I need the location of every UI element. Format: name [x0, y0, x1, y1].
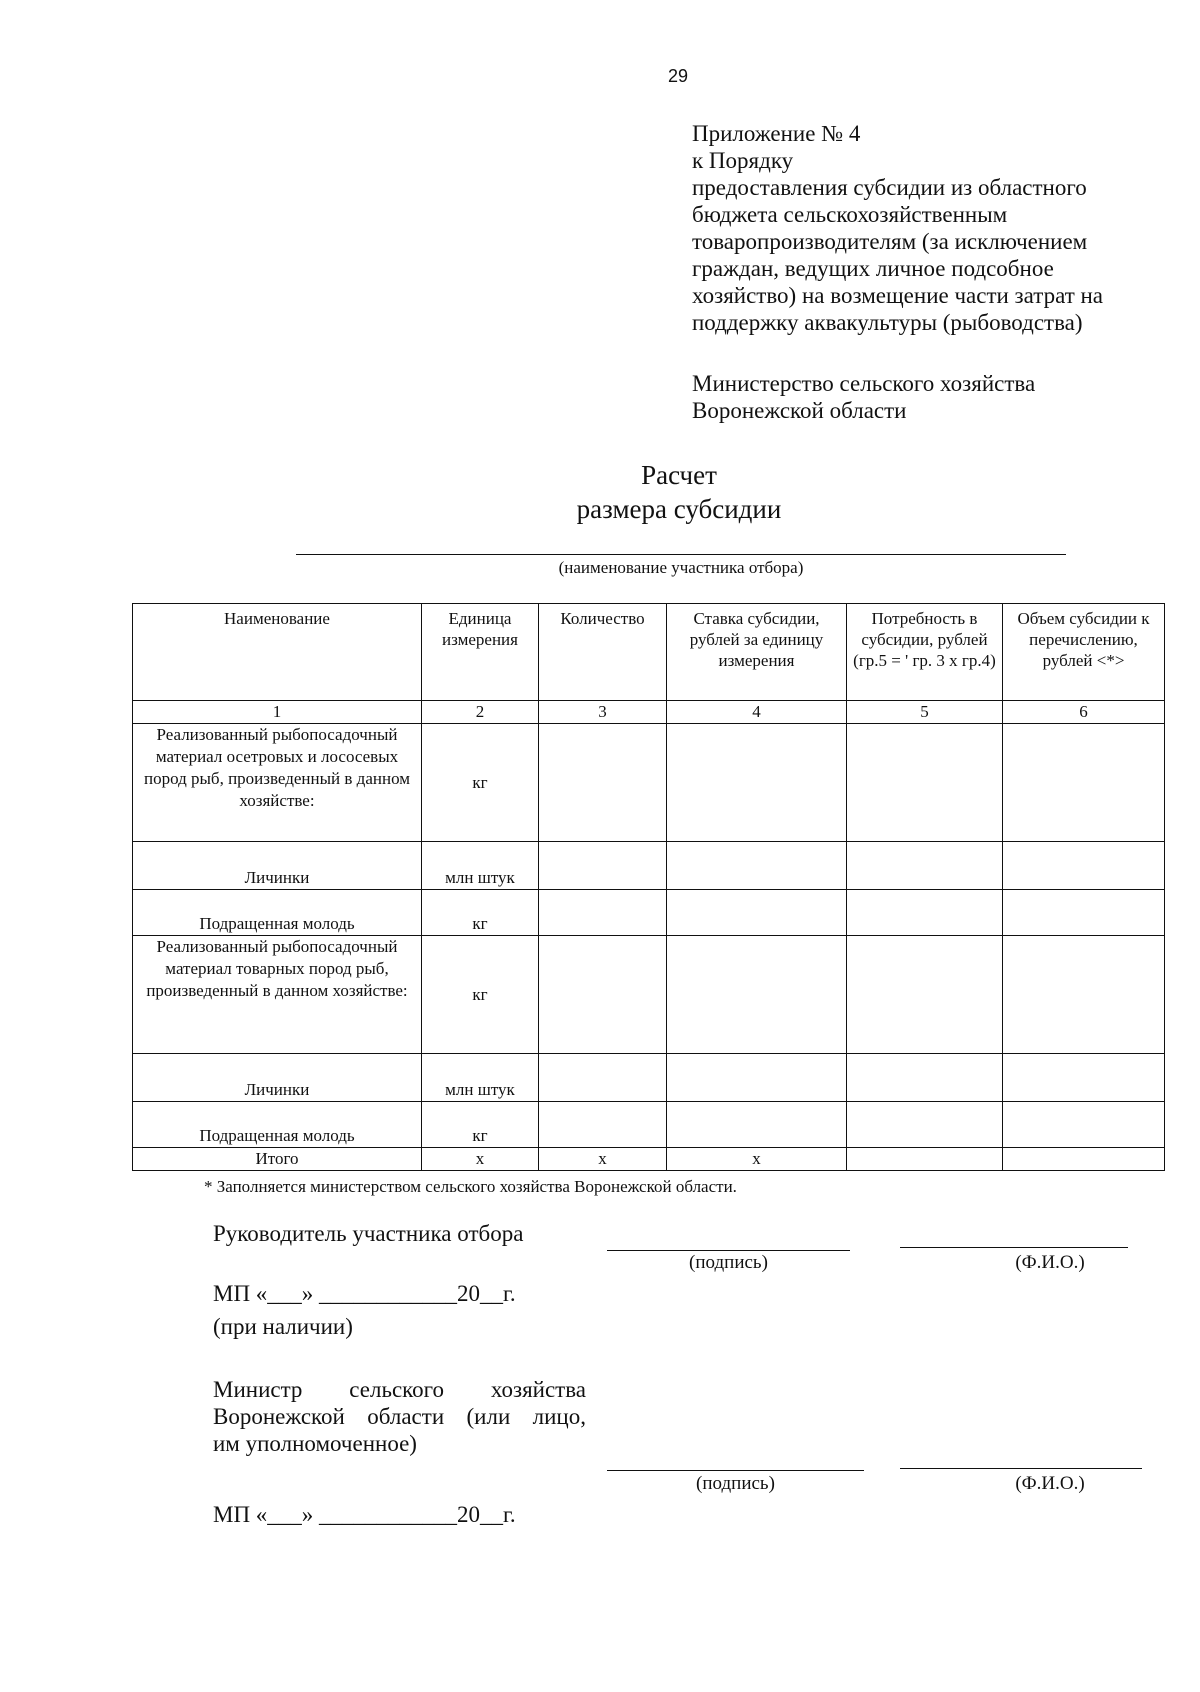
table-cell	[539, 842, 667, 890]
document-title: Расчет	[641, 460, 717, 490]
signer1-name-line	[900, 1247, 1128, 1248]
appendix-line: граждан, ведущих личное подсобное	[692, 256, 1054, 281]
appendix-line: товаропроизводителям (за исключением	[692, 229, 1088, 254]
addressee	[692, 370, 1035, 424]
table-row	[133, 936, 1165, 1054]
appendix-line: бюджета сельскохозяйственным	[692, 202, 1008, 227]
row-name: Подращенная молодь	[133, 890, 422, 936]
table-cell	[1003, 890, 1165, 936]
table-cell	[1003, 936, 1165, 1054]
signer2-label-line: Воронежской области (или лицо,	[213, 1404, 586, 1429]
appendix-line: предоставления субсидии из областного	[692, 175, 1087, 200]
signer2-label-line: им уполномоченное)	[213, 1431, 417, 1456]
signer1-sign-caption: (подпись)	[689, 1252, 768, 1273]
column-number: 1	[133, 701, 422, 724]
table-cell	[1003, 1102, 1165, 1148]
row-name: Личинки	[133, 1054, 422, 1102]
appendix-line: к Порядку	[692, 148, 794, 173]
column-number: 4	[667, 701, 847, 724]
appendix-line: поддержку аквакультуры (рыбоводства)	[692, 310, 1083, 335]
table-cell	[667, 842, 847, 890]
appendix-line: Приложение № 4	[692, 121, 861, 146]
row-name: Реализованный рыбопосадочный материал осетровых и лососевых пород рыб, произведенный в данном хозяйстве:	[133, 724, 422, 842]
addressee-line: Воронежской области	[692, 398, 907, 423]
table-cell	[667, 1054, 847, 1102]
table-cell	[847, 936, 1003, 1054]
table-cell	[847, 890, 1003, 936]
table-row	[133, 1102, 1165, 1148]
table-cell	[539, 1054, 667, 1102]
signer1-label: Руководитель участника отбора	[213, 1221, 524, 1246]
table-cell	[1003, 1148, 1165, 1171]
row-unit: кг	[422, 936, 539, 1054]
row-unit: млн штук	[422, 842, 539, 890]
addressee-line: Министерство сельского хозяйства	[692, 371, 1036, 396]
table-cell	[847, 1148, 1003, 1171]
column-header: Наименование	[133, 604, 422, 701]
participant-name-line	[296, 554, 1066, 555]
participant-caption: (наименование участника отбора)	[558, 558, 804, 577]
table-cell	[539, 724, 667, 842]
page-number: 29	[668, 66, 689, 86]
table-cell: х	[667, 1148, 847, 1171]
column-number: 6	[1003, 701, 1165, 724]
signer2-mp-date: МП «___» ____________20__г.	[213, 1502, 516, 1527]
table-cell	[1003, 1054, 1165, 1102]
table-cell	[1003, 724, 1165, 842]
row-unit: кг	[422, 1102, 539, 1148]
row-name: Подращенная молодь	[133, 1102, 422, 1148]
table-cell	[667, 724, 847, 842]
table-cell	[539, 936, 667, 1054]
table-cell	[847, 842, 1003, 890]
document-subtitle: размера субсидии	[576, 494, 782, 524]
appendix-header	[692, 120, 1162, 336]
signer1-name-caption: (Ф.И.О.)	[1015, 1252, 1085, 1273]
signer2-sign-line	[607, 1470, 864, 1471]
table-header-row	[133, 604, 1165, 701]
table-cell	[1003, 842, 1165, 890]
table-total-row	[133, 1148, 1165, 1171]
column-number: 2	[422, 701, 539, 724]
column-number: 3	[539, 701, 667, 724]
column-header: Единица измерения	[422, 604, 539, 701]
table-row	[133, 724, 1165, 842]
signer2-name-line	[900, 1468, 1142, 1469]
column-number: 5	[847, 701, 1003, 724]
table-cell	[667, 936, 847, 1054]
calculation-table	[132, 603, 1165, 1171]
signer2-label-line: Министр сельского хозяйства	[213, 1377, 586, 1402]
signer1-mp-date: МП «___» ____________20__г.	[213, 1281, 516, 1306]
signer2-label	[213, 1376, 586, 1457]
table-cell	[847, 1054, 1003, 1102]
table-row	[133, 1054, 1165, 1102]
table-cell	[847, 1102, 1003, 1148]
row-name: Личинки	[133, 842, 422, 890]
table-row	[133, 842, 1165, 890]
table-cell: х	[539, 1148, 667, 1171]
row-unit: х	[422, 1148, 539, 1171]
column-header: Объем субсидии к перечислению, рублей <*>	[1003, 604, 1165, 701]
table-row	[133, 890, 1165, 936]
signer2-sign-caption: (подпись)	[696, 1473, 775, 1494]
column-header: Количество	[539, 604, 667, 701]
row-unit: млн штук	[422, 1054, 539, 1102]
signer1-sign-line	[607, 1250, 850, 1251]
row-unit: кг	[422, 890, 539, 936]
table-cell	[667, 890, 847, 936]
footnote: * Заполняется министерством сельского хозяйства Воронежской области.	[204, 1177, 737, 1196]
row-unit: кг	[422, 724, 539, 842]
table-cell	[847, 724, 1003, 842]
row-name: Реализованный рыбопосадочный материал товарных пород рыб, произведенный в данном хозяйстве:	[133, 936, 422, 1054]
appendix-line: хозяйство) на возмещение части затрат на	[692, 283, 1104, 308]
column-number-row	[133, 701, 1165, 724]
signer2-name-caption: (Ф.И.О.)	[1015, 1473, 1085, 1494]
row-name: Итого	[133, 1148, 422, 1171]
column-header: Ставка субсидии, рублей за единицу измерения	[667, 604, 847, 701]
table-cell	[539, 1102, 667, 1148]
column-header: Потребность в субсидии, рублей (гр.5 = ' гр. 3 х гр.4)	[847, 604, 1003, 701]
signer1-mp-note: (при наличии)	[213, 1314, 353, 1339]
table-cell	[667, 1102, 847, 1148]
table-cell	[539, 890, 667, 936]
